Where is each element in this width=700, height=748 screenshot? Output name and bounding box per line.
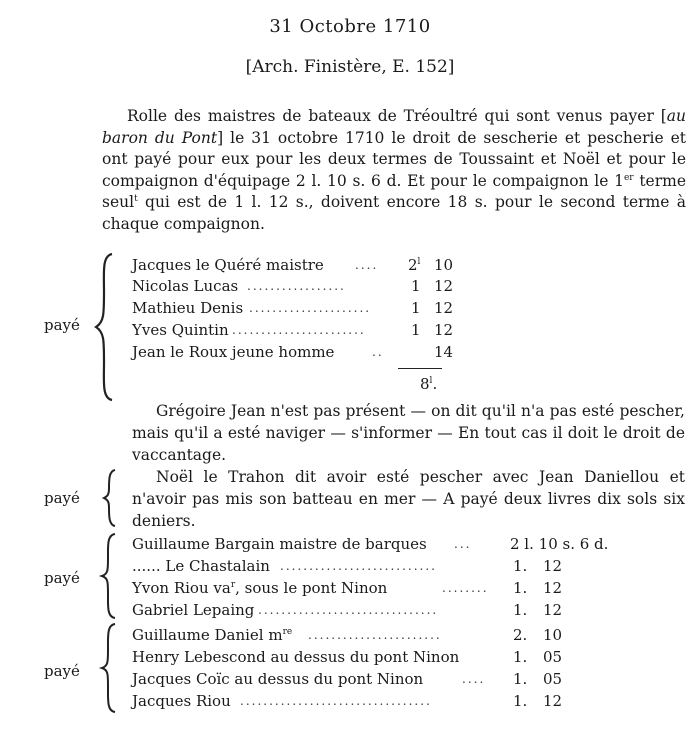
curly-brace-icon bbox=[98, 532, 120, 620]
list-item bbox=[132, 320, 462, 341]
entry-name: Henry Lebescond au dessus du pont Ninon bbox=[132, 648, 460, 666]
entry-name: Jacques Riou bbox=[132, 692, 231, 710]
entry-amount-2: 12 bbox=[543, 692, 563, 710]
total-rule bbox=[398, 368, 442, 369]
entry-amount-2: 14 bbox=[434, 343, 454, 361]
entry-name: Guillaume Daniel $m^{re}$ bbox=[132, 626, 293, 644]
leader-dots: .. bbox=[372, 345, 384, 359]
entry-name: Mathieu Denis bbox=[132, 299, 244, 317]
paid-label: payé bbox=[44, 569, 80, 587]
total-amount: 8$^l$. bbox=[420, 375, 438, 393]
intro-sup-2: t bbox=[134, 193, 138, 204]
intro-sup-1: er bbox=[623, 172, 634, 183]
entry-name: Jacques le Quéré maistre bbox=[132, 256, 324, 274]
entry-amount-2: 12 bbox=[543, 601, 563, 619]
entry-amount-2: 10 bbox=[543, 626, 563, 644]
entry-name: Guillaume Bargain maistre de barques bbox=[132, 535, 427, 553]
entry-amount-2: 05 bbox=[543, 670, 563, 688]
entry-name: Jacques Coïc au dessus du pont Ninon bbox=[132, 670, 424, 688]
entry-amount: 1. bbox=[513, 601, 528, 619]
entry-amount: 1. bbox=[513, 579, 528, 597]
list-item bbox=[132, 255, 462, 276]
archive-reference: [Arch. Finistère, E. 152] bbox=[245, 57, 455, 77]
list-item bbox=[132, 534, 632, 555]
entry-amount-2: 12 bbox=[434, 277, 454, 295]
paid-label: payé bbox=[44, 489, 80, 507]
paid-label: payé bbox=[44, 662, 80, 680]
list-item bbox=[132, 556, 632, 577]
leader-dots: ... bbox=[454, 537, 472, 551]
entry-name: Gabriel Lepaing bbox=[132, 601, 255, 619]
entry-amount: 1 bbox=[411, 277, 421, 295]
entry-name: ...... Le Chastalain bbox=[132, 557, 270, 575]
entry-amount-2: 12 bbox=[543, 579, 563, 597]
entry-amount: 1. bbox=[513, 670, 528, 688]
entry-amount: 1. bbox=[513, 648, 528, 666]
list-item bbox=[132, 276, 462, 297]
intro-paragraph bbox=[102, 106, 686, 235]
entry-name: Yvon Riou $va^r$, sous le pont Ninon bbox=[132, 579, 388, 597]
leader-dots: ................................. bbox=[240, 694, 432, 708]
leader-dots: .... bbox=[355, 258, 379, 272]
entry-amount: 2$^l$ bbox=[408, 256, 421, 274]
entry-paragraph bbox=[132, 466, 685, 532]
leader-dots: ........ bbox=[442, 581, 489, 595]
intro-text-1: Rolle des maistres de bateaux de Tréoultré qui sont venus payer [ bbox=[127, 107, 667, 125]
note-text: Grégoire Jean n'est pas présent — on dit qu'il n'a pas esté pescher, mais qu'il a esté naviger — s'informer — En tout cas il doit le droit de vaccantage. bbox=[132, 402, 685, 464]
list-item bbox=[132, 578, 632, 599]
list-item bbox=[132, 298, 462, 319]
entry-name: Nicolas Lucas bbox=[132, 277, 239, 295]
page-title: 31 Octobre 1710 bbox=[269, 16, 431, 37]
intro-text-3: terme seul bbox=[102, 171, 687, 211]
curly-brace-icon bbox=[98, 622, 120, 714]
list-item bbox=[132, 600, 632, 621]
entry-amount: 2 l. 10 s. 6 d. bbox=[510, 535, 609, 553]
curly-brace-icon bbox=[100, 468, 120, 528]
entry-amount: 1. bbox=[513, 692, 528, 710]
list-item bbox=[132, 691, 632, 712]
entry-amount: 1 bbox=[411, 299, 421, 317]
entry-amount: 2. bbox=[513, 626, 528, 644]
list-item bbox=[132, 647, 632, 668]
list-item bbox=[132, 625, 632, 646]
note-paragraph bbox=[132, 400, 685, 466]
leader-dots: ....................... bbox=[308, 628, 442, 642]
intro-text-4: qui est de 1 l. 12 s., doivent encore 18 s. pour le second terme à chaque compaignon. bbox=[102, 193, 686, 233]
entry-name: Jean le Roux jeune homme bbox=[132, 343, 335, 361]
entry-amount-2: 12 bbox=[434, 321, 454, 339]
entry-amount-2: 12 bbox=[543, 557, 563, 575]
leader-dots: ............................... bbox=[258, 603, 439, 617]
list-item bbox=[132, 342, 462, 363]
leader-dots: .... bbox=[462, 672, 486, 686]
entry-name: Yves Quintin bbox=[132, 321, 229, 339]
list-item bbox=[132, 669, 632, 690]
leader-dots: ................. bbox=[247, 279, 346, 293]
entry-amount: 1 bbox=[411, 321, 421, 339]
entry-text: Noël le Trahon dit avoir esté pescher avec Jean Daniellou et n'avoir pas mis son batteau en mer — A payé deux livres dix sols six deniers. bbox=[132, 468, 685, 530]
paid-label: payé bbox=[44, 316, 80, 334]
leader-dots: ........................... bbox=[280, 559, 437, 573]
leader-dots: ....................... bbox=[232, 323, 366, 337]
curly-brace-icon bbox=[92, 252, 118, 402]
entry-amount-2: 12 bbox=[434, 299, 454, 317]
leader-dots: ..................... bbox=[249, 301, 372, 315]
entry-amount-2: 10 bbox=[434, 256, 454, 274]
intro-italic: au baron du Pont bbox=[102, 107, 686, 147]
entry-amount: 1. bbox=[513, 557, 528, 575]
entry-amount-2: 05 bbox=[543, 648, 563, 666]
intro-text-2: ] le 31 octobre 1710 le droit de sescherie et pescherie et ont payé pour eux pour les deux termes de Toussaint et Noël et pour le compaignon d'équipage 2 l. 10 s. 6 d. Et pour le compaignon le 1 bbox=[102, 128, 686, 190]
